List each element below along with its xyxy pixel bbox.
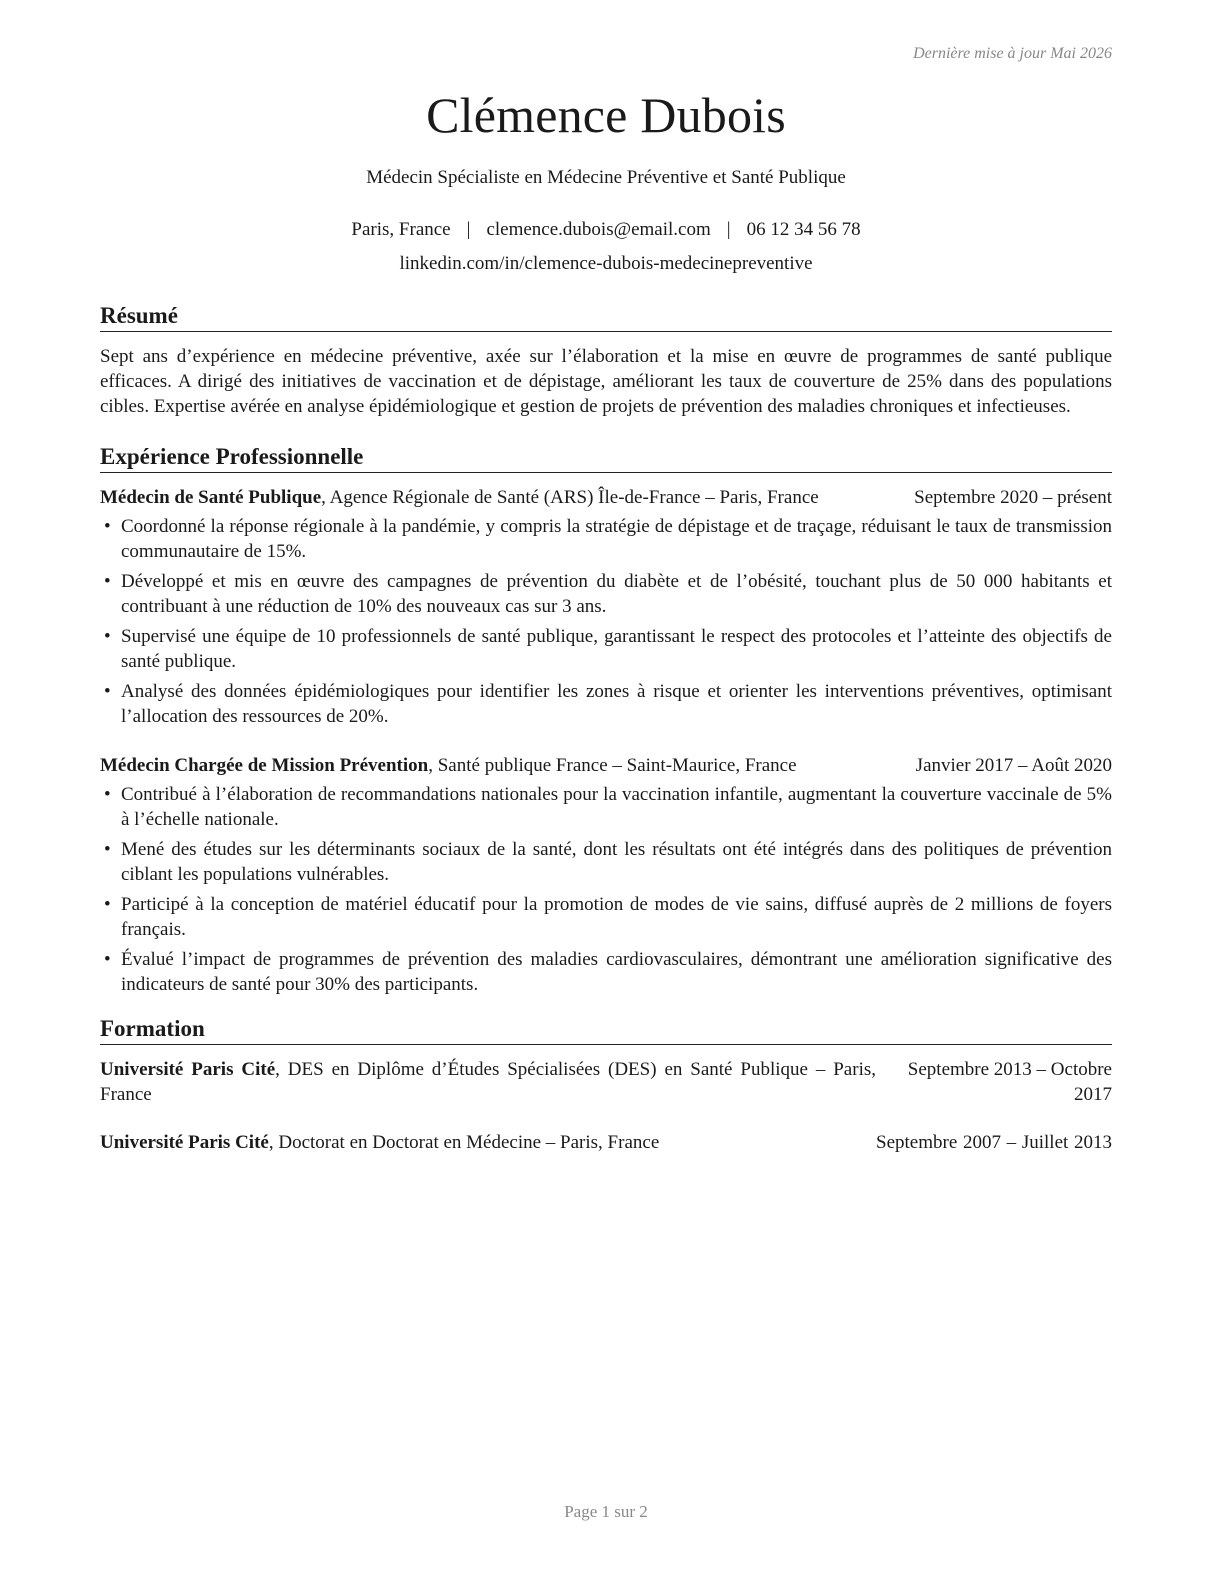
- job-role: Médecin Chargée de Mission Prévention: [100, 755, 429, 776]
- phone: 06 12 34 56 78: [746, 219, 861, 240]
- bullet-text: Coordonné la réponse régionale à la pandémie, y compris la stratégie de dépistage et de traçage, réduisant le taux de transmission communautaire de 15%.: [121, 516, 1112, 562]
- bullet-icon: •: [104, 839, 111, 860]
- job-bullets: [100, 782, 1112, 997]
- bullet-icon: •: [104, 571, 111, 592]
- bullet-text: Évalué l’impact de programmes de prévention des maladies cardiovasculaires, démontrant une amélioration significative des indicateurs de santé pour 30% des participants.: [121, 949, 1112, 995]
- education-detail: , DES en Diplôme d’Études Spécialisées (DES) en Santé Publique – Paris, France: [100, 1059, 876, 1105]
- bullet-icon: •: [104, 949, 111, 970]
- education-dates: Septembre 2013 – Octobre 2017: [907, 1059, 1112, 1105]
- linkedin-link[interactable]: linkedin.com/in/clemence-dubois-medecinepreventive: [399, 253, 813, 274]
- job-org: , Agence Régionale de Santé (ARS) Île-de-France – Paris, France: [321, 487, 819, 508]
- bullet-text: Mené des études sur les déterminants sociaux de la santé, dont les résultats ont été intégrés dans des politiques de prévention ciblant les populations vulnérables.: [121, 839, 1112, 885]
- resume-content: [100, 302, 1112, 1178]
- section-title-experience: Expérience Professionnelle: [100, 443, 1112, 473]
- location: Paris, France: [351, 219, 451, 240]
- bullet-item: [100, 514, 1112, 564]
- job-org: , Santé publique France – Saint-Maurice, France: [428, 755, 797, 776]
- bullet-text: Développé et mis en œuvre des campagnes de prévention du diabète et de l’obésité, touchant plus de 50 000 habitants et contribuant à une réduction de 10% des nouveaux cas sur 3 ans.: [121, 571, 1112, 617]
- job-title: Médecin Spécialiste en Médecine Préventive et Santé Publique: [366, 167, 846, 188]
- candidate-name: Clémence Dubois: [426, 87, 786, 143]
- bullet-text: Contribué à l’élaboration de recommandations nationales pour la vaccination infantile, augmentant la couverture vaccinale de 5% à l’échelle nationale.: [121, 784, 1112, 830]
- section-title-summary: Résumé: [100, 302, 1112, 332]
- section-title-education: Formation: [100, 1015, 1112, 1045]
- job-role: Médecin de Santé Publique: [100, 487, 322, 508]
- bullet-icon: •: [104, 516, 111, 537]
- bullet-icon: •: [104, 784, 111, 805]
- separator: |: [466, 219, 471, 240]
- job-role-org: [100, 485, 904, 510]
- job-bullets: [100, 514, 1112, 729]
- summary-text: Sept ans d’expérience en médecine préventive, axée sur l’élaboration et la mise en œuvre de programmes de santé publique efficaces. A dirigé des initiatives de vaccination et de dépistage, améliorant les taux de couverture de 25% dans des populations cibles. Expertise avérée en analyse épidémiologique et gestion de projets de prévention des maladies chroniques et infectieuses.: [100, 346, 1112, 417]
- bullet-text: Analysé des données épidémiologiques pour identifier les zones à risque et orienter les interventions préventives, optimisant l’allocation des ressources de 20%.: [121, 681, 1112, 727]
- bullet-item: [100, 892, 1112, 942]
- education-school: Université Paris Cité: [100, 1132, 269, 1153]
- separator: |: [726, 219, 731, 240]
- bullet-text: Supervisé une équipe de 10 professionnels de santé publique, garantissant le respect des protocoles et l’atteinte des objectifs de santé publique.: [121, 626, 1112, 672]
- education-dates: Septembre 2007 – Juillet 2013: [876, 1132, 1112, 1153]
- education-entry: [100, 1130, 1112, 1155]
- education-school-detail: [100, 1130, 876, 1155]
- bullet-icon: •: [104, 681, 111, 702]
- bullet-item: [100, 624, 1112, 674]
- last-updated: Dernière mise à jour Mai 2026: [913, 45, 1112, 62]
- bullet-icon: •: [104, 894, 111, 915]
- bullet-item: [100, 782, 1112, 832]
- bullet-item: [100, 837, 1112, 887]
- job-header: [100, 485, 1112, 510]
- contact-line: [0, 219, 1212, 241]
- bullet-item: [100, 947, 1112, 997]
- job-entry: [100, 485, 1112, 729]
- job-dates: Janvier 2017 – Août 2020: [915, 755, 1112, 776]
- job-header: [100, 753, 1112, 778]
- education-detail: , Doctorat en Doctorat en Médecine – Paris, France: [268, 1132, 660, 1153]
- bullet-item: [100, 569, 1112, 619]
- bullet-text: Participé à la conception de matériel éducatif pour la promotion de modes de vie sains, diffusé auprès de 2 millions de foyers français.: [121, 894, 1112, 940]
- education-school: Université Paris Cité: [100, 1059, 276, 1080]
- job-role-org: [100, 753, 906, 778]
- job-entry: [100, 753, 1112, 997]
- page-number: Page 1 sur 2: [564, 1502, 648, 1521]
- bullet-item: [100, 679, 1112, 729]
- education-school-detail: [100, 1057, 876, 1107]
- bullet-icon: •: [104, 626, 111, 647]
- education-entry: [100, 1057, 1112, 1107]
- job-dates: Septembre 2020 – présent: [914, 487, 1112, 508]
- email-link[interactable]: clemence.dubois@email.com: [486, 219, 711, 240]
